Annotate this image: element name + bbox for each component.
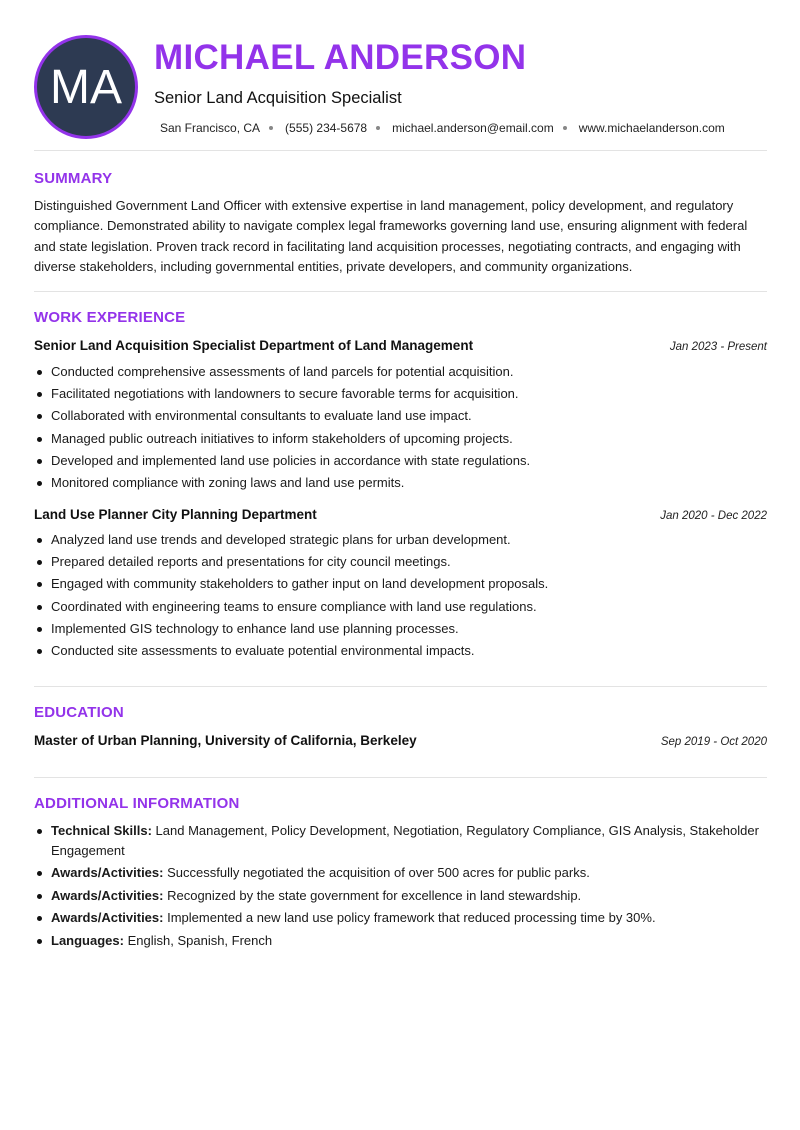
- list-item: Conducted comprehensive assessments of land parcels for potential acquisition.: [34, 361, 767, 383]
- item-text: Recognized by the state government for excellence in land stewardship.: [167, 887, 582, 903]
- section-divider: [34, 291, 767, 292]
- section-divider: [34, 777, 767, 778]
- list-item: [34, 908, 767, 928]
- item-text: Implemented a new land use policy framework that reduced processing time by 30%.: [167, 910, 656, 925]
- list-item: [34, 863, 767, 883]
- list-item: Engaged with community stakeholders to gather input on land development proposals.: [34, 573, 767, 595]
- avatar: [34, 35, 138, 139]
- summary-text: Distinguished Government Land Officer with extensive expertise in land management, policy development, and regulatory compliance. Demonstrated ability to navigate complex legal frameworks governing land use, ensuring alignment with federal and state legislation. Proven track record in facilitating land acquisition processes, negotiating contracts, and engaging with diverse stakeholders, including governmental entities, private developers, and community organizations.: [34, 198, 748, 274]
- list-item: Coordinated with engineering teams to ensure compliance with land use regulations.: [34, 596, 767, 618]
- item-label: Technical Skills:: [51, 823, 152, 838]
- list-item: Managed public outreach initiatives to inform stakeholders of upcoming projects.: [34, 428, 767, 450]
- list-item: Monitored compliance with zoning laws and land use permits.: [34, 472, 767, 494]
- job-dates: Jan 2023 - Present: [669, 341, 767, 353]
- education-entry: [34, 733, 767, 748]
- job-header: [34, 338, 767, 353]
- list-item: Developed and implemented land use policies in accordance with state regulations.: [34, 450, 767, 472]
- contact-phone: (555) 234-5678: [285, 121, 368, 135]
- item-text: Land Management, Policy Development, Negotiation, Regulatory Compliance, GIS Analysis, Stakeholder Engagement: [51, 823, 759, 858]
- item-label: Languages:: [51, 932, 124, 948]
- list-item: Prepared detailed reports and presentations for city council meetings.: [34, 551, 767, 573]
- list-item: Analyzed land use trends and developed strategic plans for urban development.: [34, 529, 767, 551]
- separator-dot-icon: [376, 126, 380, 130]
- item-label: Awards/Activities:: [51, 887, 164, 903]
- separator-dot-icon: [269, 126, 273, 130]
- summary-heading: SUMMARY: [34, 170, 113, 187]
- list-item: [34, 821, 767, 860]
- list-item: [34, 886, 767, 906]
- job-header: [34, 507, 767, 522]
- section-divider: [34, 686, 767, 687]
- item-text: English, Spanish, French: [127, 932, 273, 948]
- section-divider: [34, 150, 767, 151]
- job-bullet-list: [34, 529, 767, 662]
- additional-info-list: [34, 821, 767, 953]
- item-label: Awards/Activities:: [51, 865, 164, 880]
- contact-email[interactable]: michael.anderson@email.com: [392, 121, 554, 135]
- item-label: Awards/Activities:: [51, 910, 164, 925]
- candidate-title: Senior Land Acquisition Specialist: [154, 89, 402, 107]
- separator-dot-icon: [563, 126, 567, 130]
- work-experience-heading: WORK EXPERIENCE: [34, 309, 186, 326]
- list-item: Facilitated negotiations with landowners to secure favorable terms for acquisition.: [34, 383, 767, 405]
- candidate-name: MICHAEL ANDERSON: [154, 38, 527, 77]
- avatar-initials: MA: [50, 60, 122, 114]
- additional-info-heading: ADDITIONAL INFORMATION: [34, 795, 240, 812]
- job-bullet-list: [34, 361, 767, 494]
- contact-location: San Francisco, CA: [160, 121, 261, 135]
- degree: Master of Urban Planning, University of California, Berkeley: [34, 733, 417, 748]
- job-role: Senior Land Acquisition Specialist Department of Land Management: [34, 338, 474, 353]
- contact-website[interactable]: www.michaelanderson.com: [578, 121, 725, 135]
- education-dates: Sep 2019 - Oct 2020: [660, 736, 767, 748]
- list-item: Collaborated with environmental consultants to evaluate land use impact.: [34, 405, 767, 427]
- item-text: Successfully negotiated the acquisition of over 500 acres for public parks.: [167, 865, 590, 880]
- list-item: Implemented GIS technology to enhance land use planning processes.: [34, 618, 767, 640]
- job-role: Land Use Planner City Planning Department: [34, 507, 317, 522]
- list-item: Conducted site assessments to evaluate potential environmental impacts.: [34, 640, 767, 662]
- job-dates: Jan 2020 - Dec 2022: [660, 510, 767, 522]
- list-item: [34, 931, 767, 951]
- education-heading: EDUCATION: [34, 704, 124, 721]
- contact-line: [160, 121, 725, 135]
